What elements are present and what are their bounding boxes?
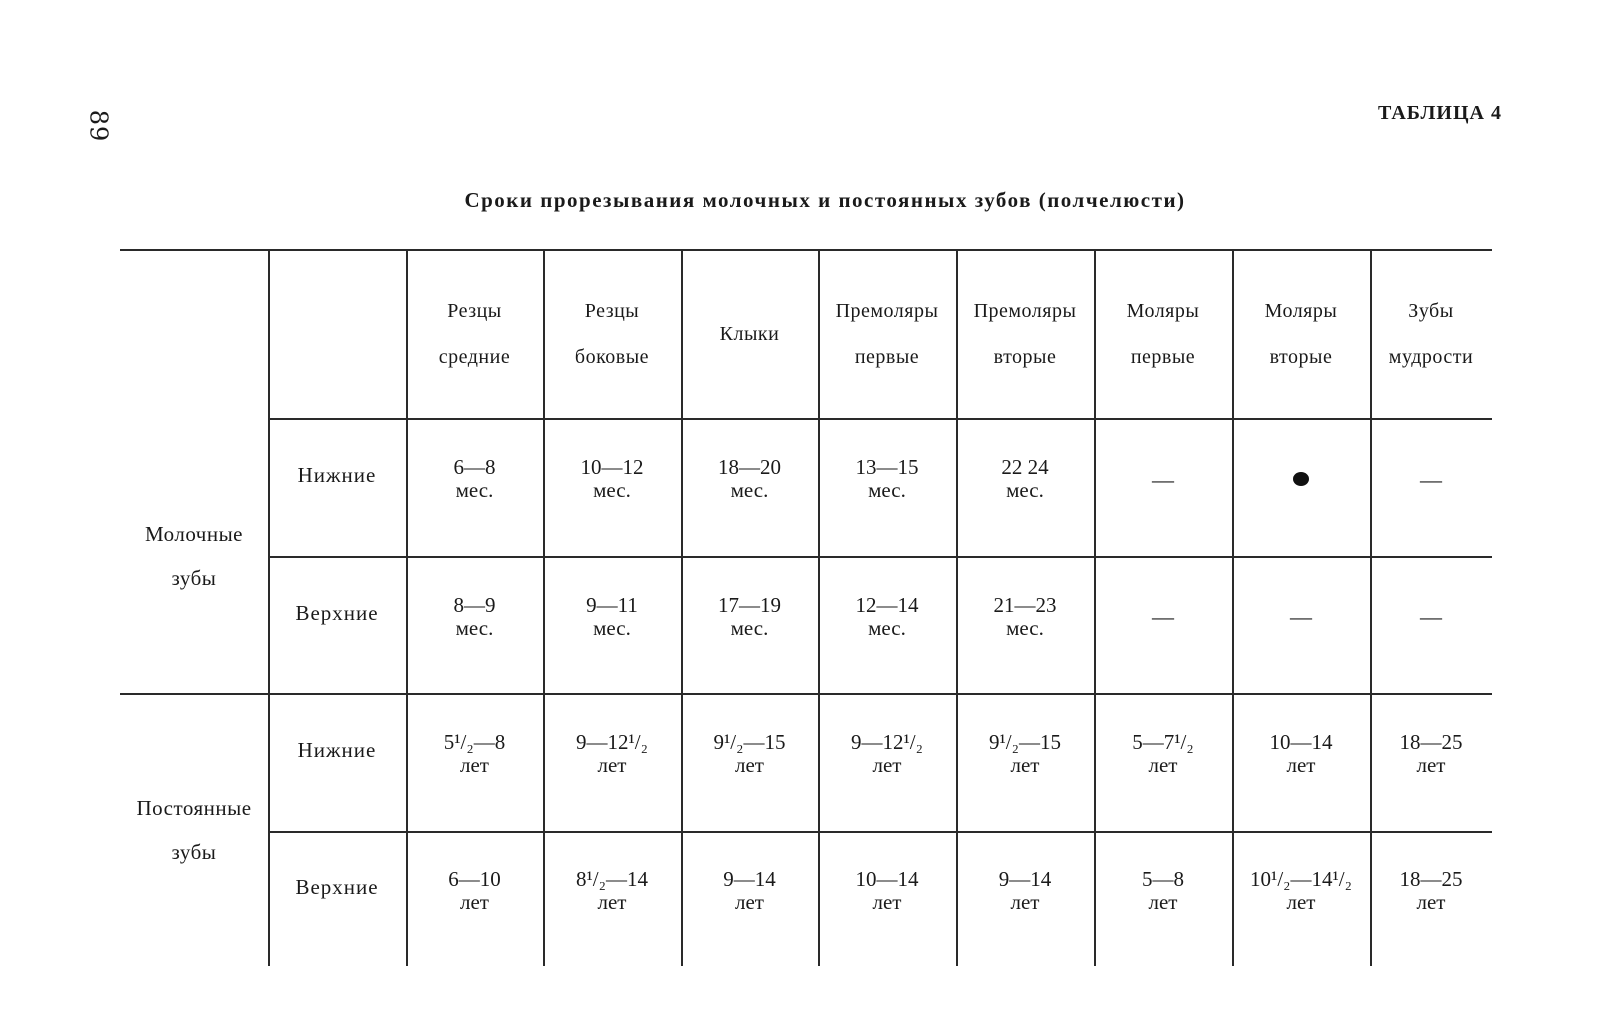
column-header-line1: Клыки xyxy=(719,322,780,345)
cell-unit: лет xyxy=(1010,753,1040,777)
cell-value: 6—8 xyxy=(453,455,496,479)
group-label-line1: Молочные xyxy=(144,521,244,546)
table-cell xyxy=(956,410,1094,548)
cell-unit: лет xyxy=(872,753,902,777)
cell-value: 22 24 xyxy=(1001,455,1049,479)
cell-unit: лет xyxy=(597,889,627,914)
column-header-line2: первые xyxy=(1130,345,1196,368)
table-cell xyxy=(543,548,681,685)
cell-value: 9—14 xyxy=(998,866,1052,891)
table-cell xyxy=(1094,548,1232,685)
column-header xyxy=(1232,249,1370,418)
cell-value: 18—25 xyxy=(1399,866,1463,891)
cell-unit: мес. xyxy=(455,478,494,502)
column-header xyxy=(818,249,956,418)
cell-value: 5—8 xyxy=(1142,866,1184,891)
table-cell xyxy=(1370,410,1492,548)
table-cell xyxy=(818,823,956,958)
cell-unit: мес. xyxy=(593,615,631,640)
table-cell xyxy=(1094,410,1232,548)
ink-blot xyxy=(1293,472,1309,486)
table-cell xyxy=(1232,410,1370,548)
cell-value: 9—11 xyxy=(586,592,638,617)
table-cell xyxy=(681,410,818,548)
table-cell xyxy=(818,685,956,823)
cell-value: — xyxy=(1152,466,1174,492)
cell-unit: мес. xyxy=(455,615,494,640)
column-header xyxy=(406,249,543,418)
cell-value: 9—12¹/₂ xyxy=(576,730,648,754)
column-header-line1: Премоляры xyxy=(973,299,1077,322)
cell-unit: лет xyxy=(1148,889,1178,914)
cell-value: 13—15 xyxy=(855,455,919,479)
cell-value: 8¹/₂—14 xyxy=(576,866,648,891)
cell-value: 12—14 xyxy=(855,592,919,617)
cell-value: 18—25 xyxy=(1399,730,1463,754)
cell-value: 5—7¹/₂ xyxy=(1132,730,1194,754)
cell-value: 9¹/₂—15 xyxy=(989,730,1061,754)
cell-value: 6—10 xyxy=(448,866,501,891)
table-cell xyxy=(1232,823,1370,958)
group-label xyxy=(120,418,268,693)
cell-unit: лет xyxy=(597,753,627,777)
column-header-line1: Резцы xyxy=(447,299,502,322)
column-header-line1: Премоляры xyxy=(835,299,939,322)
cell-value: 10—14 xyxy=(1269,730,1333,754)
table-cell xyxy=(681,548,818,685)
column-header-line2: вторые xyxy=(993,345,1057,368)
table-cell xyxy=(406,685,543,823)
group-label-line2: зубы xyxy=(171,565,217,590)
cell-value: 10—12 xyxy=(580,455,644,479)
cell-value: 17—19 xyxy=(718,592,781,617)
table-cell xyxy=(1370,548,1492,685)
cell-value: 9¹/₂—15 xyxy=(713,730,786,754)
cell-value: 10—14 xyxy=(855,866,919,891)
group-label xyxy=(120,693,268,966)
table-cell xyxy=(681,823,818,958)
cell-unit: лет xyxy=(735,889,764,914)
cell-unit: лет xyxy=(872,889,902,914)
row-label: Нижние xyxy=(297,738,377,762)
table-cell xyxy=(406,548,543,685)
column-header xyxy=(1094,249,1232,418)
row-label: Нижние xyxy=(297,463,377,487)
table-cell xyxy=(406,823,543,958)
table-title: Сроки прорезывания молочных и постоянных зубов (полчелюсти) xyxy=(464,188,1186,212)
column-header-line1: Моляры xyxy=(1264,299,1338,322)
table-cell xyxy=(1232,685,1370,823)
cell-unit: мес. xyxy=(868,478,906,502)
cell-unit: мес. xyxy=(868,615,906,640)
cell-unit: мес. xyxy=(1006,615,1044,640)
group-label-line1: Постоянные xyxy=(136,795,252,820)
table-cell xyxy=(1232,548,1370,685)
cell-value: 10¹/₂—14¹/₂ xyxy=(1250,866,1352,891)
column-header xyxy=(681,249,818,418)
cell-unit: мес. xyxy=(730,615,769,640)
cell-value: — xyxy=(1152,604,1174,629)
cell-unit: лет xyxy=(1416,889,1446,914)
column-header xyxy=(956,249,1094,418)
table-cell xyxy=(1094,823,1232,958)
column-header-line2: первые xyxy=(854,345,920,368)
page-number: 89 xyxy=(84,109,113,143)
column-header xyxy=(543,249,681,418)
cell-value: — xyxy=(1420,604,1442,629)
cell-unit: мес. xyxy=(593,478,631,502)
table-cell xyxy=(543,685,681,823)
table-cell xyxy=(543,823,681,958)
column-header-line1: Резцы xyxy=(584,299,640,322)
cell-unit: лет xyxy=(1286,753,1316,777)
column-header-line2: боковые xyxy=(574,345,650,368)
table-cell xyxy=(406,410,543,548)
column-header-line1: Моляры xyxy=(1126,299,1200,322)
cell-value: 9—12¹/₂ xyxy=(851,730,923,754)
column-header-line2: мудрости xyxy=(1388,345,1474,368)
cell-unit: лет xyxy=(1286,889,1316,914)
group-label-line2: зубы xyxy=(171,839,217,864)
table-cell xyxy=(1370,823,1492,958)
table-cell xyxy=(818,548,956,685)
table-cell xyxy=(818,410,956,548)
cell-unit: мес. xyxy=(730,478,769,502)
cell-unit: лет xyxy=(735,753,764,777)
cell-value: — xyxy=(1290,604,1312,629)
cell-unit: лет xyxy=(1148,753,1178,777)
cell-unit: лет xyxy=(460,753,489,777)
row-label: Верхние xyxy=(295,874,379,899)
cell-unit: лет xyxy=(1010,889,1040,914)
column-header-line2: средние xyxy=(438,345,511,368)
table-cell xyxy=(956,548,1094,685)
table-cell xyxy=(956,685,1094,823)
row-label: Верхние xyxy=(295,600,379,625)
cell-value: — xyxy=(1420,466,1442,492)
cell-value: 21—23 xyxy=(993,592,1057,617)
table-cell xyxy=(543,410,681,548)
table-cell xyxy=(1094,685,1232,823)
cell-value: 8—9 xyxy=(453,592,496,617)
column-header xyxy=(1370,249,1492,418)
table-cell xyxy=(681,685,818,823)
cell-unit: мес. xyxy=(1006,478,1044,502)
table-cell xyxy=(956,823,1094,958)
cell-value: 5¹/₂—8 xyxy=(443,730,506,754)
table-label: ТАБЛИЦА 4 xyxy=(1378,102,1502,124)
cell-value: 9—14 xyxy=(723,866,776,891)
cell-unit: лет xyxy=(1416,753,1446,777)
table-cell xyxy=(1370,685,1492,823)
column-header-line1: Зубы xyxy=(1408,299,1454,322)
cell-value: 18—20 xyxy=(718,455,781,479)
cell-unit: лет xyxy=(460,889,489,914)
column-header-line2: вторые xyxy=(1269,345,1333,368)
